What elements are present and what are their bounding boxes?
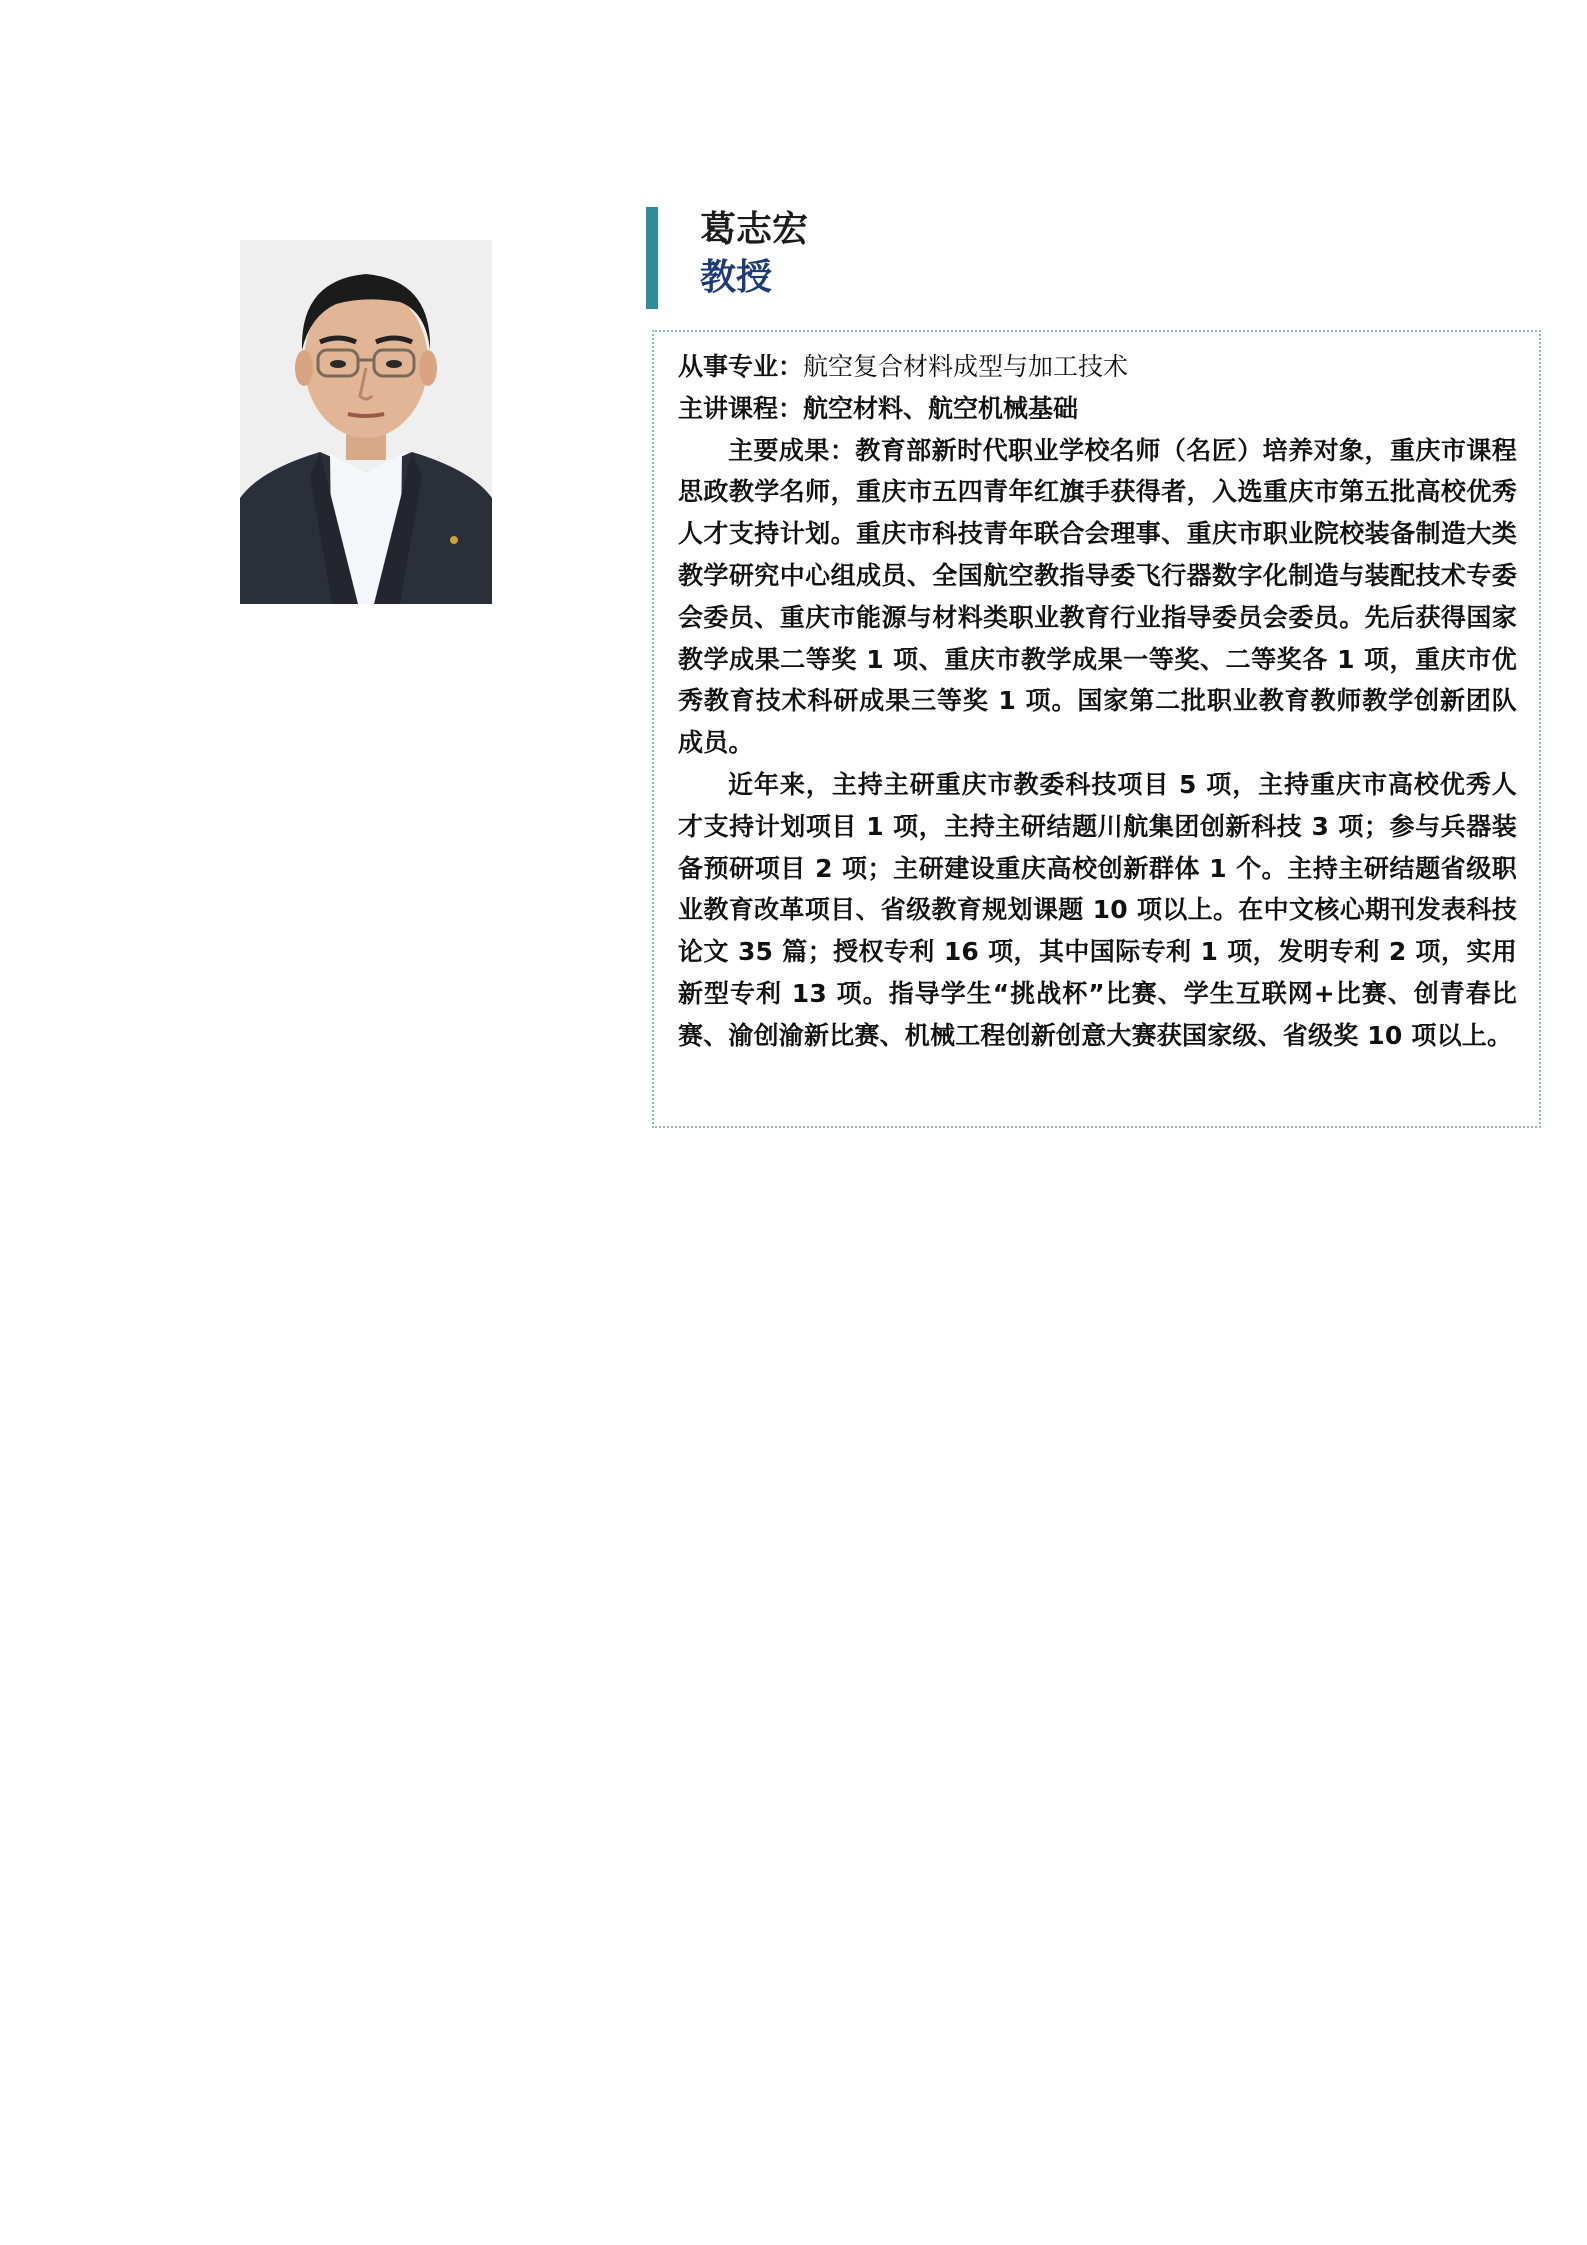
profile-rank: 教授 <box>700 257 773 298</box>
title-accent-bar <box>646 207 658 309</box>
courses-line <box>678 388 1517 430</box>
major-value: 航空复合材料成型与加工技术 <box>803 352 1129 381</box>
courses-value: 航空材料、航空机械基础 <box>803 393 1079 423</box>
major-line <box>678 346 1517 388</box>
portrait-photo <box>240 240 492 604</box>
recent-work-paragraph: 近年来，主持主研重庆市教委科技项目 5 项，主持重庆市高校优秀人才支持计划项目 1 项，主持主研结题川航集团创新科技 3 项；参与兵器装备预研项目 2 项；主研建设重庆高校创新群体 1 个。主持主研结题省级职业教育改革项目、省级教育规划课题 10 项以上。在中文核心期刊发表科技论文 35 篇；授权专利 16 项，其中国际专利 1 项，发明专利 2 项，实用新型专利 13 项。指导学生“挑战杯”比赛、学生互联网+比赛、创青春比赛、渝创渝新比赛、机械工程创新创意大赛获国家级、省级奖 10 项以上。 <box>678 769 1517 1050</box>
achievements-paragraph: 主要成果：教育部新时代职业学校名师（名匠）培养对象，重庆市课程思政教学名师，重庆市五四青年红旗手获得者，入选重庆市第五批高校优秀人才支持计划。重庆市科技青年联合会理事、重庆市职业院校装备制造大类教学研究中心组成员、全国航空教指导委飞行器数字化制造与装配技术专委会委员、重庆市能源与材料类职业教育行业指导委员会委员。先后获得国家教学成果二等奖 1 项、重庆市教学成果一等奖、二等奖各 1 项，重庆市优秀教育技术科研成果三等奖 1 项。国家第二批职业教育教师教学创新团队成员。 <box>678 435 1517 758</box>
person-portrait-icon <box>240 240 492 604</box>
profile-name: 葛志宏 <box>700 209 809 250</box>
courses-label: 主讲课程： <box>678 393 804 423</box>
profile-details-box <box>652 330 1541 1128</box>
major-label: 从事专业： <box>678 352 804 381</box>
